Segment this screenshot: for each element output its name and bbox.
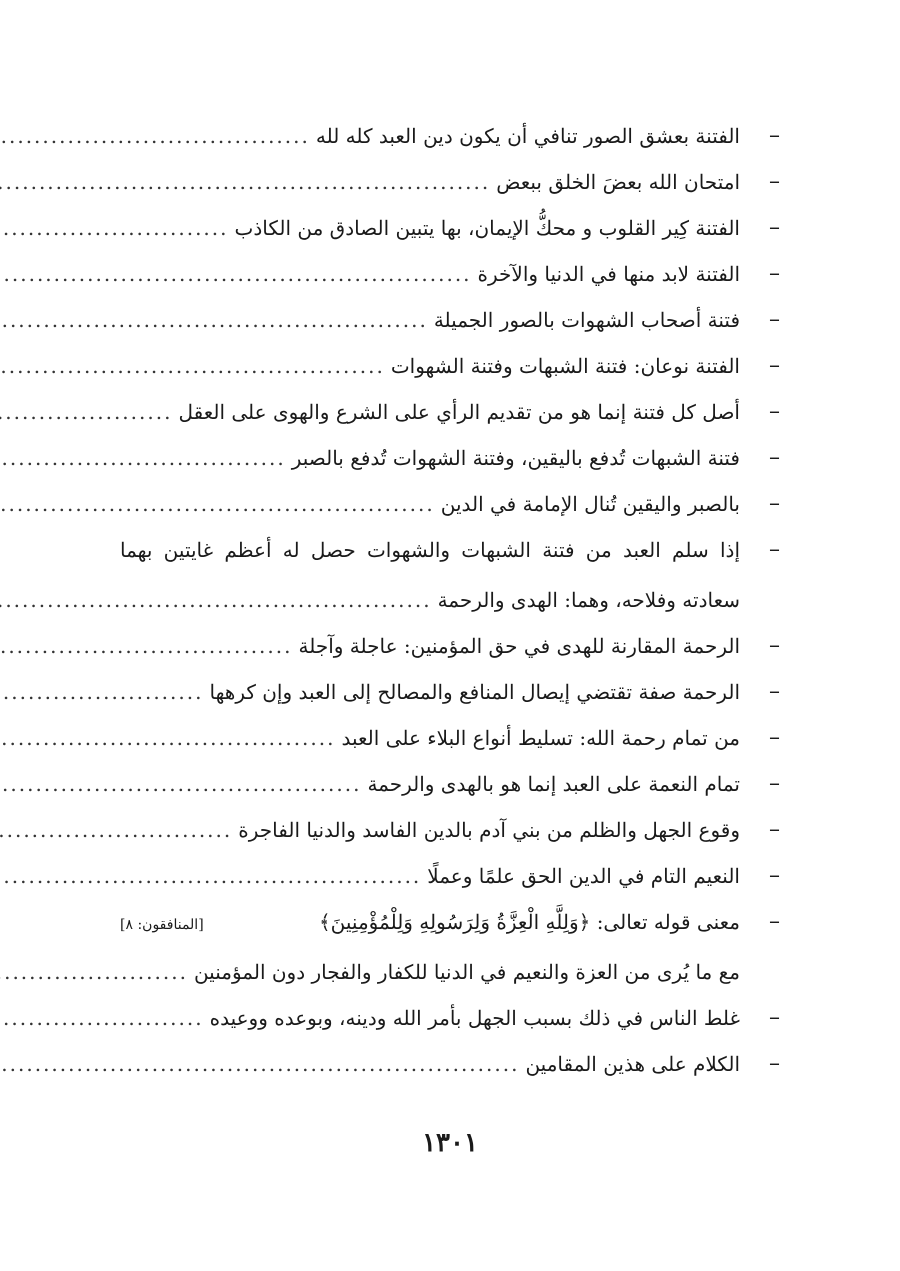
entry-title: الفتنة نوعان: فتنة الشبهات وفتنة الشهوات bbox=[390, 354, 740, 378]
entry-lines bbox=[120, 674, 740, 710]
entry-dash: – bbox=[769, 399, 780, 424]
entry-title: الفتنة بعشق الصور تنافي أن يكون دين العبد كله لله bbox=[315, 124, 740, 148]
dot-leader bbox=[0, 582, 432, 618]
entry-title: الفتنة كِير القلوب و محكُّ الإيمان، بها يتبين الصادق من الكاذب bbox=[234, 216, 740, 240]
entry-dash: – bbox=[769, 771, 780, 796]
dot-leader bbox=[0, 394, 172, 430]
entry-line bbox=[120, 954, 740, 990]
entry-lines bbox=[120, 164, 740, 200]
entry-lines bbox=[120, 812, 740, 848]
toc-entry bbox=[120, 674, 780, 710]
toc-entry bbox=[120, 532, 780, 618]
entry-lines bbox=[120, 628, 740, 664]
entry-lines bbox=[120, 302, 740, 338]
entry-dash: – bbox=[769, 725, 780, 750]
entry-title: الكلام على هذين المقامين bbox=[525, 1052, 740, 1076]
entry-line bbox=[120, 1000, 740, 1036]
entry-line bbox=[120, 302, 740, 338]
dot-leader bbox=[0, 348, 385, 384]
entry-lines bbox=[120, 486, 740, 522]
dot-leader bbox=[0, 210, 229, 246]
entry-line bbox=[120, 812, 740, 848]
entry-line bbox=[120, 348, 740, 384]
dot-leader bbox=[0, 118, 310, 154]
entry-dash: – bbox=[769, 863, 780, 888]
entry-dash: – bbox=[769, 679, 780, 704]
entry-line bbox=[120, 210, 740, 246]
entry-title: تمام النعمة على العبد إنما هو بالهدى والرحمة bbox=[367, 772, 740, 796]
entry-title: سعادته وفلاحه، وهما: الهدى والرحمة bbox=[437, 588, 740, 612]
entry-dash: – bbox=[769, 1051, 780, 1076]
entry-title: بالصبر واليقين تُنال الإمامة في الدين bbox=[440, 492, 740, 516]
entry-title: أصل كل فتنة إنما هو من تقديم الرأي على الشرع والهوى على العقل bbox=[178, 400, 740, 424]
entry-lines bbox=[120, 858, 740, 894]
dot-leader bbox=[0, 720, 335, 756]
toc-entry bbox=[120, 302, 780, 338]
toc-entry bbox=[120, 486, 780, 522]
toc-entry bbox=[120, 904, 780, 990]
entry-title: الرحمة المقارنة للهدى في حق المؤمنين: عاجلة وآجلة bbox=[298, 634, 740, 658]
dot-leader bbox=[0, 628, 292, 664]
entry-lines bbox=[120, 904, 740, 990]
entry-lines bbox=[120, 532, 740, 618]
entry-line bbox=[120, 486, 740, 522]
entry-line bbox=[120, 1046, 740, 1082]
entry-title: فتنة أصحاب الشهوات بالصور الجميلة bbox=[433, 308, 740, 332]
entry-title: الفتنة لابد منها في الدنيا والآخرة bbox=[477, 262, 740, 286]
entry-dash: – bbox=[769, 307, 780, 332]
entry-dash: – bbox=[769, 491, 780, 516]
toc-entry bbox=[120, 210, 780, 246]
page-number: ١٣٠١ bbox=[422, 1128, 478, 1158]
toc-entry bbox=[120, 164, 780, 200]
entry-dash: – bbox=[769, 909, 780, 934]
dot-leader bbox=[0, 766, 361, 802]
entry-dash: – bbox=[769, 215, 780, 240]
dot-leader bbox=[0, 486, 435, 522]
entry-lines bbox=[120, 210, 740, 246]
entry-dash: – bbox=[769, 537, 780, 562]
entry-title: وقوع الجهل والظلم من بني آدم بالدين الفاسد والدنيا الفاجرة bbox=[238, 818, 740, 842]
entry-dash: – bbox=[769, 1005, 780, 1030]
toc-entry bbox=[120, 394, 780, 430]
entry-lines bbox=[120, 256, 740, 292]
dot-leader bbox=[0, 1000, 204, 1036]
entry-line bbox=[120, 440, 740, 476]
entry-line bbox=[120, 118, 740, 154]
entry-title: النعيم التام في الدين الحق علمًا وعملًا bbox=[427, 864, 740, 888]
entry-lines bbox=[120, 1046, 740, 1082]
entry-dash: – bbox=[769, 445, 780, 470]
dot-leader bbox=[0, 858, 421, 894]
entry-dash: – bbox=[769, 169, 780, 194]
entry-line bbox=[120, 582, 740, 618]
entry-line bbox=[120, 720, 740, 756]
toc-entry bbox=[120, 256, 780, 292]
entry-title: مع ما يُرى من العزة والنعيم في الدنيا للكفار والفجار دون المؤمنين bbox=[193, 960, 740, 984]
toc-entry bbox=[120, 1046, 780, 1082]
entry-lines bbox=[120, 720, 740, 756]
entry-dash: – bbox=[769, 353, 780, 378]
entry-lines bbox=[120, 440, 740, 476]
toc-entry bbox=[120, 858, 780, 894]
entry-title: فتنة الشبهات تُدفع باليقين، وفتنة الشهوات تُدفع بالصبر bbox=[291, 446, 740, 470]
dot-leader bbox=[0, 812, 232, 848]
toc-entry bbox=[120, 1000, 780, 1036]
entry-line bbox=[120, 532, 740, 568]
table-of-contents bbox=[120, 118, 780, 1092]
entry-title: إذا سلم العبد من فتنة الشبهات والشهوات حصل له أعظم غايتين بهما bbox=[120, 538, 740, 562]
dot-leader bbox=[0, 256, 472, 292]
entry-title: غلط الناس في ذلك بسبب الجهل بأمر الله ودينه، وبوعده ووعيده bbox=[209, 1006, 740, 1030]
entry-line bbox=[120, 674, 740, 710]
quran-reference: [المنافقون: ٨] bbox=[120, 917, 204, 933]
entry-lines bbox=[120, 766, 740, 802]
entry-title: معنى قوله تعالى: ﴿وَلِلَّهِ الْعِزَّةُ وَلِرَسُولِهِ وَلِلْمُؤْمِنِينَ﴾ bbox=[318, 910, 740, 934]
entry-title: من تمام رحمة الله: تسليط أنواع البلاء على العبد bbox=[341, 726, 740, 750]
dot-leader bbox=[0, 1046, 519, 1082]
entry-lines bbox=[120, 394, 740, 430]
entry-line bbox=[120, 628, 740, 664]
dot-leader bbox=[0, 440, 286, 476]
entry-lines bbox=[120, 1000, 740, 1036]
entry-title: امتحان الله بعضَ الخلق ببعض bbox=[496, 170, 740, 194]
entry-line bbox=[120, 858, 740, 894]
entry-lines bbox=[120, 348, 740, 384]
entry-dash: – bbox=[769, 123, 780, 148]
toc-entry bbox=[120, 812, 780, 848]
dot-leader bbox=[0, 674, 203, 710]
entry-line bbox=[120, 164, 740, 200]
entry-dash: – bbox=[769, 261, 780, 286]
toc-entry bbox=[120, 118, 780, 154]
entry-line bbox=[120, 904, 740, 940]
toc-entry bbox=[120, 720, 780, 756]
entry-title: الرحمة صفة تقتضي إيصال المنافع والمصالح إلى العبد وإن كرهها bbox=[209, 680, 740, 704]
dot-leader bbox=[0, 954, 188, 990]
entry-line bbox=[120, 394, 740, 430]
entry-dash: – bbox=[769, 633, 780, 658]
toc-entry bbox=[120, 440, 780, 476]
toc-entry bbox=[120, 348, 780, 384]
entry-lines bbox=[120, 118, 740, 154]
entry-dash: – bbox=[769, 817, 780, 842]
dot-leader bbox=[0, 164, 490, 200]
entry-line bbox=[120, 256, 740, 292]
toc-entry bbox=[120, 766, 780, 802]
entry-line bbox=[120, 766, 740, 802]
toc-entry bbox=[120, 628, 780, 664]
dot-leader bbox=[0, 302, 428, 338]
